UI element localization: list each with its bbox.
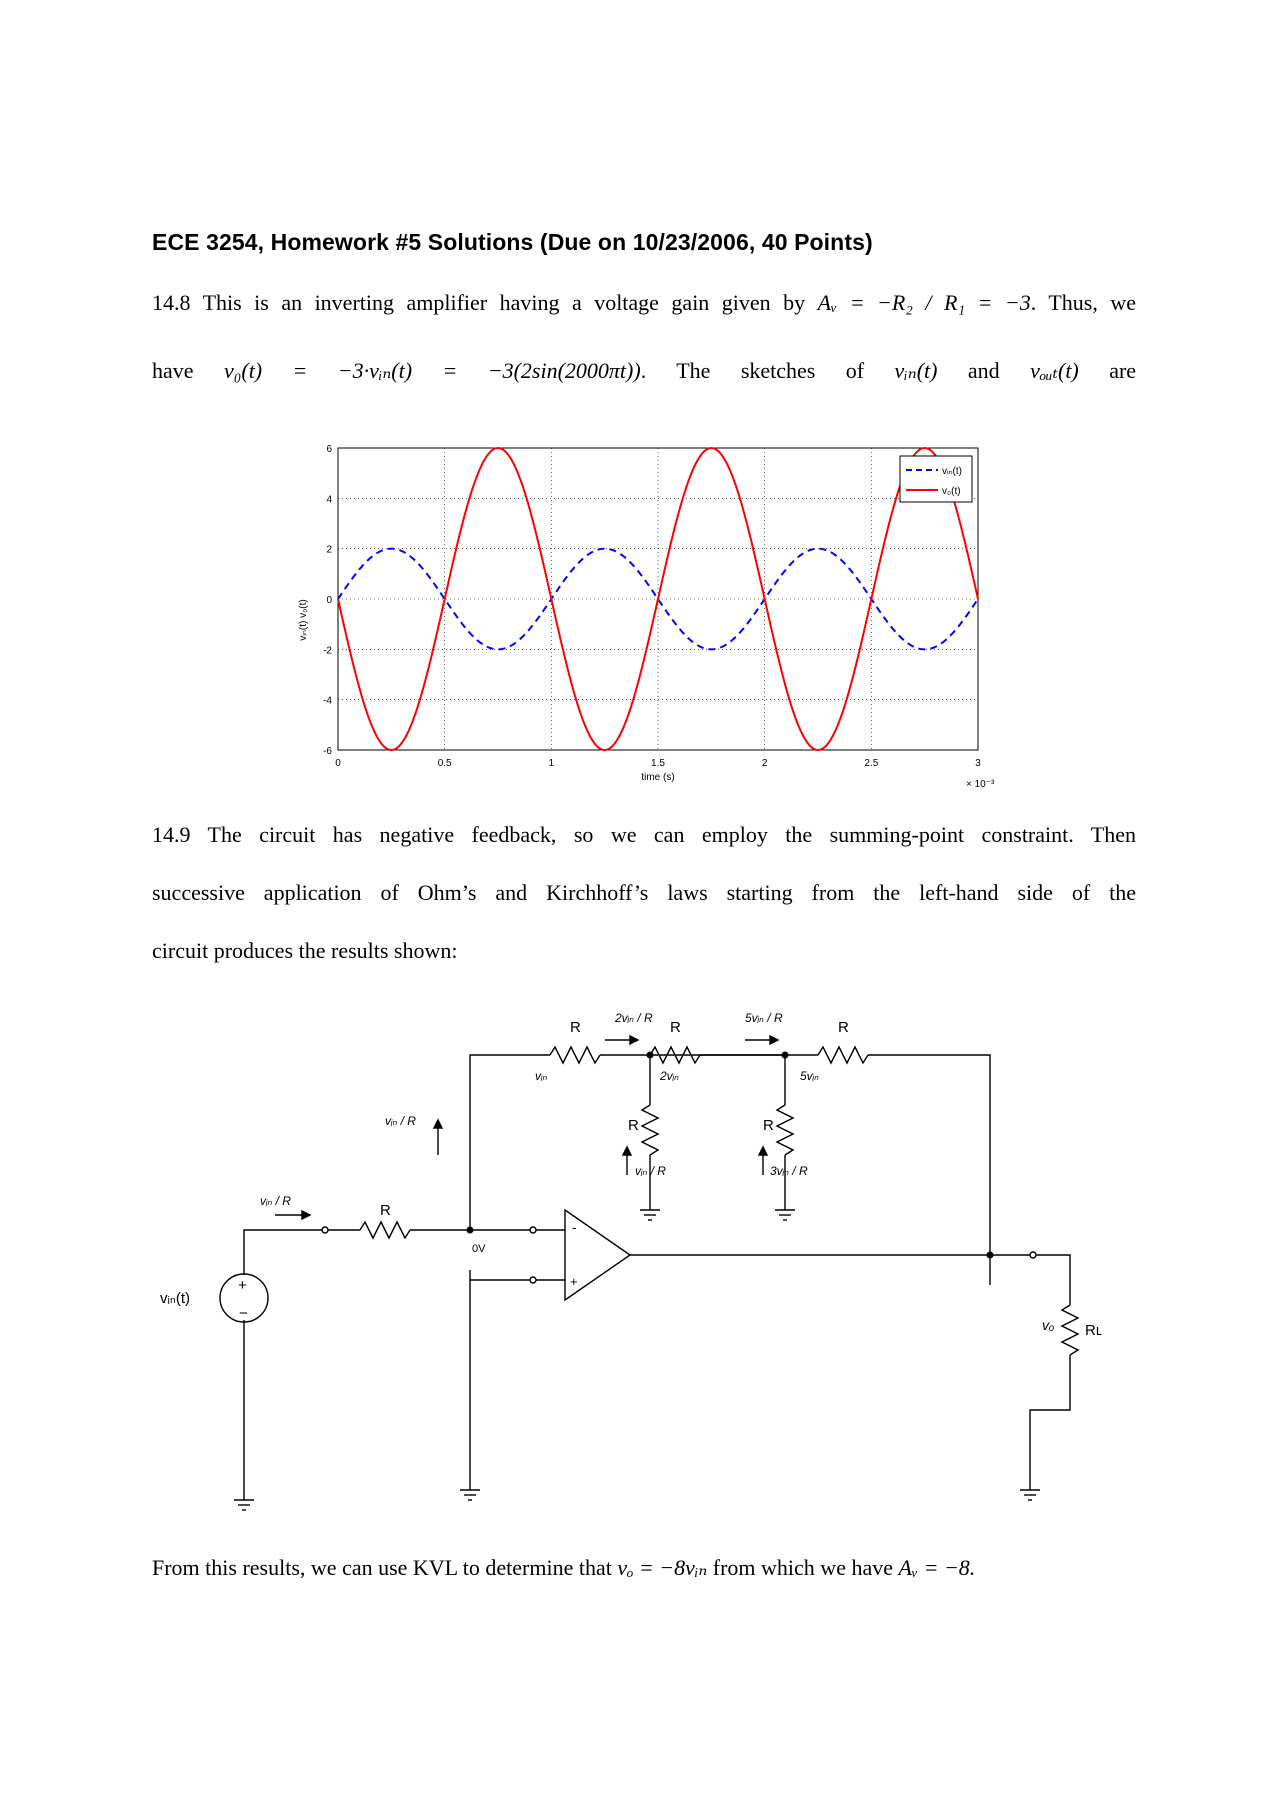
page-title: ECE 3254, Homework #5 Solutions (Due on 10/23/2006, 40 Points) bbox=[152, 229, 873, 255]
resistor-top3-label: R bbox=[838, 1019, 849, 1036]
drop-2vin-label: 2vᵢₙ bbox=[660, 1069, 679, 1083]
problem-14-9-line2: successive application of Ohm’s and Kirchhoff’s laws starting from the left-hand side of the bbox=[152, 880, 1136, 905]
legend-label-vin: vᵢₙ(t) bbox=[942, 466, 962, 477]
source-minus: − bbox=[239, 1305, 248, 1322]
vout-label: vₒᵤₜ(t) bbox=[1030, 358, 1079, 383]
y-tick-label: 4 bbox=[326, 494, 332, 506]
text-end: . Thus, we bbox=[1030, 290, 1136, 315]
text-intro: 14.8 This is an inverting amplifier having a voltage gain given by bbox=[152, 290, 806, 315]
vo-expression: vₒ = −8vᵢₙ bbox=[617, 1555, 708, 1580]
source-plus: + bbox=[238, 1277, 247, 1294]
text-and: and bbox=[967, 358, 1000, 383]
x-tick-label: 2.5 bbox=[864, 758, 879, 769]
y-tick-label: -2 bbox=[323, 645, 332, 657]
input-current-label: vᵢₙ / R bbox=[260, 1194, 291, 1208]
circuit-wires bbox=[220, 1047, 1078, 1510]
conclusion-line bbox=[152, 1555, 1136, 1581]
y-tick-label: 6 bbox=[326, 444, 332, 455]
problem-14-9-line3: circuit produces the results shown: bbox=[152, 938, 458, 963]
y-tick-label: -4 bbox=[323, 695, 332, 707]
zero-volt-label: 0V bbox=[472, 1243, 486, 1255]
current-arrows bbox=[275, 1036, 778, 1219]
text-are: are bbox=[1109, 358, 1137, 383]
current-2vin-label: 2vᵢₙ / R bbox=[615, 1011, 653, 1025]
input-resistor-label: R bbox=[380, 1202, 391, 1219]
legend-label-vo: v₀(t) bbox=[942, 486, 961, 497]
x-tick-label: 3 bbox=[975, 758, 981, 769]
shunt-resistor2-label: R bbox=[763, 1117, 774, 1134]
current-5vin-label: 5vᵢₙ / R bbox=[745, 1011, 783, 1025]
chart-legend bbox=[900, 456, 972, 502]
vo-label: vₒ bbox=[1042, 1317, 1055, 1333]
load-label: Rʟ bbox=[1085, 1322, 1102, 1339]
x-tick-label: 0.5 bbox=[437, 758, 452, 769]
y-tick-label: 2 bbox=[326, 544, 332, 556]
x-multiplier: × 10⁻³ bbox=[966, 779, 995, 790]
text-have: have bbox=[152, 358, 194, 383]
problem-14-8-line1 bbox=[152, 290, 1136, 316]
legend-box bbox=[900, 456, 972, 502]
problem-14-8-line2 bbox=[152, 358, 1136, 384]
drop-vin-label: vᵢₙ bbox=[535, 1069, 548, 1083]
vout-expression: v₀(t) = −3·vᵢₙ(t) = −3(2sin(2000πt)) bbox=[223, 358, 641, 383]
vin-label: vᵢₙ(t) bbox=[894, 358, 938, 383]
y-tick-label: -6 bbox=[323, 746, 332, 757]
av-expression: Aᵥ = −8. bbox=[898, 1555, 976, 1580]
shunt-current1-label: vᵢₙ / R bbox=[635, 1164, 666, 1178]
resistor-top1-label: R bbox=[570, 1019, 581, 1036]
feedback-current-label: vᵢₙ / R bbox=[385, 1114, 416, 1128]
opamp-plus: + bbox=[570, 1274, 578, 1289]
y-tick-label: 0 bbox=[326, 595, 332, 606]
x-tick-label: 2 bbox=[761, 758, 768, 769]
conclusion-text-start: From this results, we can use KVL to determine that bbox=[152, 1555, 612, 1580]
gain-expression: Aᵥ = −R₂ / R₁ = −3 bbox=[817, 290, 1031, 315]
x-axis-label: time (s) bbox=[641, 772, 675, 783]
circuit-diagram bbox=[160, 990, 1120, 1550]
opamp-minus: - bbox=[572, 1219, 577, 1235]
text-sketches: . The sketches of bbox=[640, 358, 865, 383]
resistor-top2-label: R bbox=[670, 1019, 681, 1036]
y-axis-label: vᵢₙ(t) v₀(t) bbox=[298, 599, 309, 641]
x-tick-label: 1 bbox=[548, 758, 555, 769]
conclusion-text-mid: from which we have bbox=[712, 1555, 893, 1580]
problem-14-9-line1: 14.9 The circuit has negative feedback, so we can employ the summing-point constraint. Then bbox=[152, 822, 1136, 847]
shunt-current2-label: 3vᵢₙ / R bbox=[770, 1164, 808, 1178]
x-tick-label: 0 bbox=[335, 758, 341, 769]
drop-5vin-label: 5vᵢₙ bbox=[800, 1069, 819, 1083]
x-tick-label: 1.5 bbox=[651, 758, 665, 769]
waveform-chart bbox=[290, 440, 1010, 800]
shunt-resistor1-label: R bbox=[628, 1117, 639, 1134]
source-label: vᵢₙ(t) bbox=[160, 1290, 190, 1307]
